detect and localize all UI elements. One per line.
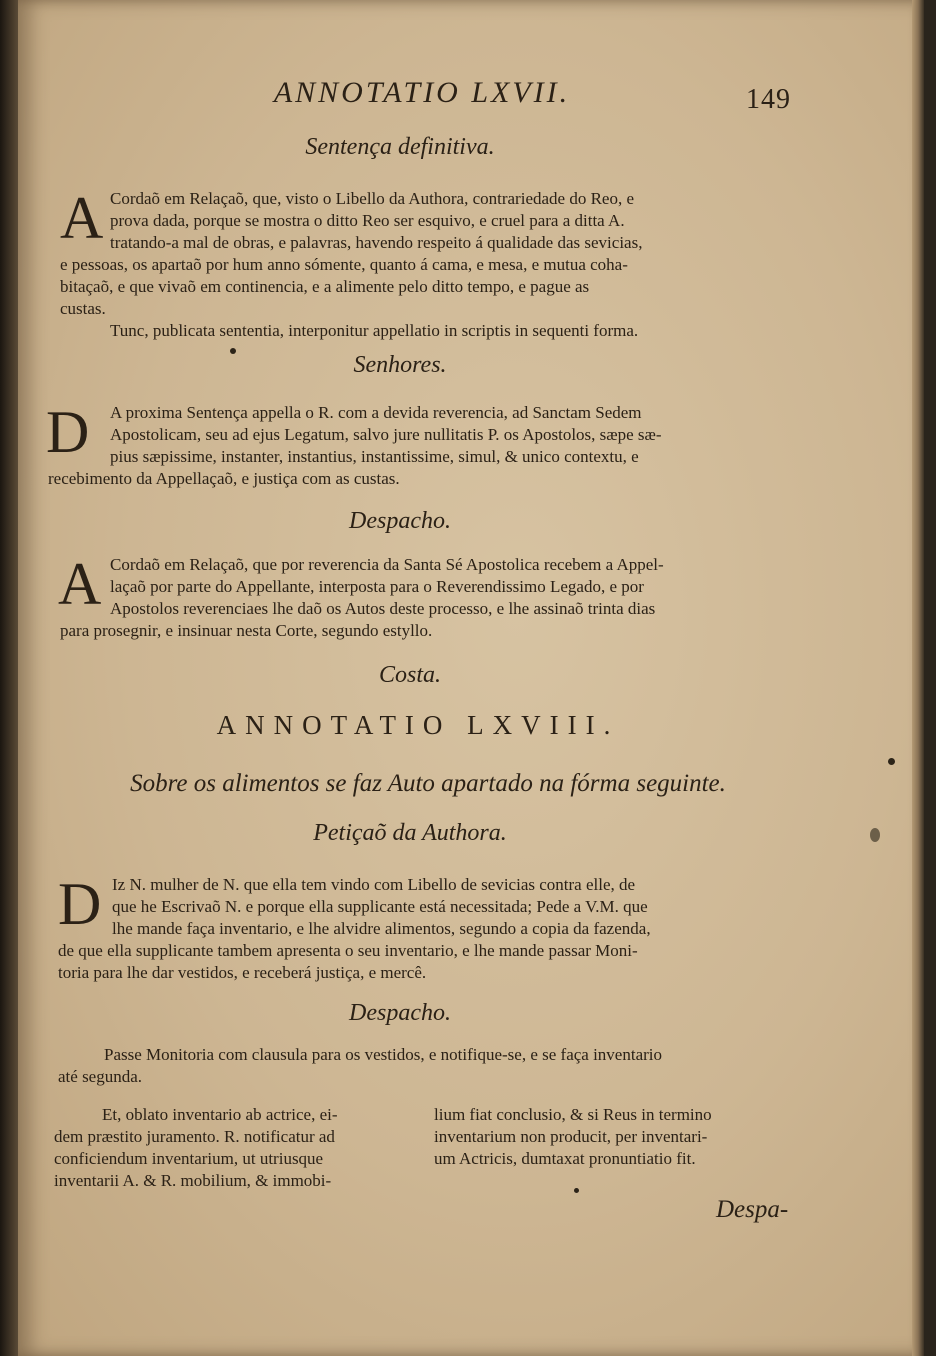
text-line: dem præstito juramento. R. notificatur ad xyxy=(54,1127,335,1146)
text-line: Apostolicam, seu ad ejus Legatum, salvo jure nullitatis P. os Apostolos, sæpe sæ- xyxy=(110,425,662,444)
ink-speck xyxy=(574,1188,579,1193)
despacho2-block xyxy=(56,1044,798,1088)
despacho-block xyxy=(56,551,798,642)
dropcap: A xyxy=(58,551,102,617)
text-line: tratando-a mal de obras, e palavras, havendo respeito á qualidade das sevicias, xyxy=(110,233,643,252)
text-line: Apostolos reverenciaes lhe daõ os Autos deste processo, e lhe assinaõ trinta dias xyxy=(110,599,656,618)
text-line: Passe Monitoria com clausula para os vestidos, e notifique-se, e se faça inventario xyxy=(104,1045,662,1064)
heading-despacho: Despacho. xyxy=(349,1000,451,1026)
text-line: que he Escrivaõ N. e porque ella supplicante está necessitada; Pede a V.M. que xyxy=(112,897,648,916)
annotatio-heading: ANNOTATIO LXVIII. xyxy=(216,710,620,740)
text-line: Tunc, publicata sententia, interponitur appellatio in scriptis in sequenti forma. xyxy=(110,321,639,340)
heading-sobre-alimentos: Sobre os alimentos se faz Auto apartado na fórma seguinte. xyxy=(130,770,726,797)
senhores-block xyxy=(44,399,798,490)
latin-right-column xyxy=(434,1104,788,1170)
page-number: 149 xyxy=(746,84,791,115)
heading-sentenca: Sentença definitiva. xyxy=(305,134,495,160)
text-line: recebimento da Appellaçaõ, e justiça com as custas. xyxy=(48,469,400,488)
heading-peticao: Petiçaõ da Authora. xyxy=(313,820,507,846)
dropcap: D xyxy=(46,399,90,465)
running-head: ANNOTATIO LXVII. xyxy=(273,76,571,109)
text-line: conficiendum inventarium, ut utriusque xyxy=(54,1149,324,1168)
ink-speck xyxy=(870,828,880,842)
book-page xyxy=(18,0,924,1356)
book-gutter xyxy=(0,0,18,1356)
text-line: lium fiat conclusio, & si Reus in termino xyxy=(434,1105,712,1124)
text-line: de que ella supplicante tambem apresenta o seu inventario, e lhe mande passar Moni- xyxy=(58,941,638,960)
text-line: Cordaõ em Relaçaõ, que por reverencia da Santa Sé Apostolica recebem a Appel- xyxy=(110,555,664,574)
text-line: inventarii A. & R. mobilium, & immobi- xyxy=(54,1171,332,1190)
text-line: inventarium non producit, per inventari- xyxy=(434,1127,708,1146)
text-line: Iz N. mulher de N. que ella tem vindo com Libello de sevicias contra elle, de xyxy=(112,875,636,894)
text-line: laçaõ por parte do Appellante, interposta para o Reverendissimo Legado, e por xyxy=(110,577,644,596)
page-edge xyxy=(912,0,924,1356)
text-line: um Actricis, dumtaxat pronuntiatio fit. xyxy=(434,1149,696,1168)
dropcap: A xyxy=(60,185,104,251)
heading-senhores: Senhores. xyxy=(353,352,447,378)
text-line: lhe mande faça inventario, e lhe alvidre alimentos, segundo a copia da fazenda, xyxy=(112,919,651,938)
text-line: e pessoas, os apartaõ por hum anno sómente, quanto á cama, e mesa, e mutua coha- xyxy=(60,255,628,274)
ink-speck xyxy=(230,348,236,354)
text-line: Cordaõ em Relaçaõ, que, visto o Libello da Authora, contrariedade do Reo, e xyxy=(110,189,635,208)
text-line: toria para lhe dar vestidos, e receberá justiça, e mercê. xyxy=(58,963,427,982)
text-line: A proxima Sentença appella o R. com a devida reverencia, ad Sanctam Sedem xyxy=(110,403,642,422)
text-line: pius sæpissime, instanter, instantius, instantissime, simul, & unico contextu, e xyxy=(110,447,639,466)
text-line: custas. xyxy=(60,299,106,318)
text-line: até segunda. xyxy=(58,1067,143,1086)
catchword: Despa- xyxy=(716,1196,789,1223)
text-line: Et, oblato inventario ab actrice, ei- xyxy=(102,1105,338,1124)
dropcap: D xyxy=(58,871,102,937)
text-line: prova dada, porque se mostra o ditto Reo ser esquivo, e cruel para a ditta A. xyxy=(110,211,625,230)
text-line: bitaçaõ, e que vivaõ em continencia, e a alimente pelo ditto tempo, e pague as xyxy=(60,277,590,296)
ink-speck xyxy=(888,758,895,765)
sentenca-block xyxy=(60,185,798,342)
heading-despacho: Despacho. xyxy=(349,508,451,534)
latin-left-column xyxy=(54,1104,410,1192)
text-line: para prosegnir, e insinuar nesta Corte, segundo estyllo. xyxy=(60,621,433,640)
signature-costa: Costa. xyxy=(378,662,441,688)
peticao-block xyxy=(56,871,798,984)
